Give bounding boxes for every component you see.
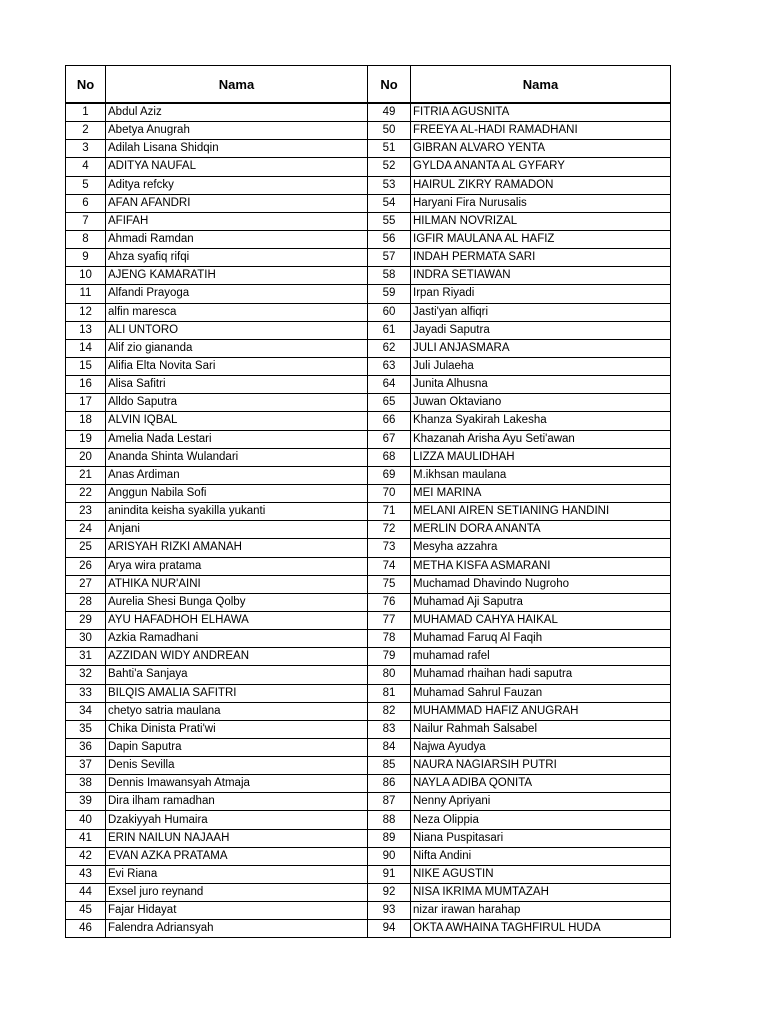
row-no-right: 53 [368,176,411,194]
row-nama-left: Ananda Shinta Wulandari [106,448,368,466]
row-nama-right: Mesyha azzahra [411,539,671,557]
row-no-left: 45 [66,902,106,920]
row-no-left: 40 [66,811,106,829]
table-row [66,339,671,357]
table-row [66,212,671,230]
table-row [66,158,671,176]
row-no-right: 88 [368,811,411,829]
row-nama-left: EVAN AZKA PRATAMA [106,847,368,865]
row-no-right: 67 [368,430,411,448]
row-no-right: 86 [368,775,411,793]
header-nama-left: Nama [106,66,368,103]
row-no-right: 79 [368,648,411,666]
table-row [66,575,671,593]
row-no-left: 33 [66,684,106,702]
row-nama-left: Amelia Nada Lestari [106,430,368,448]
row-no-left: 22 [66,484,106,502]
table-row [66,140,671,158]
row-no-left: 23 [66,503,106,521]
table-row [66,702,671,720]
row-nama-right: METHA KISFA ASMARANI [411,557,671,575]
row-nama-right: Niana Puspitasari [411,829,671,847]
row-nama-left: ALI UNTORO [106,321,368,339]
row-no-right: 76 [368,593,411,611]
table-row [66,466,671,484]
row-nama-right: Muchamad Dhavindo Nugroho [411,575,671,593]
header-no-right: No [368,66,411,103]
row-nama-right: GIBRAN ALVARO YENTA [411,140,671,158]
row-no-right: 75 [368,575,411,593]
row-nama-right: Nailur Rahmah Salsabel [411,720,671,738]
row-no-right: 74 [368,557,411,575]
table-row [66,249,671,267]
row-no-right: 57 [368,249,411,267]
row-nama-left: Anas Ardiman [106,466,368,484]
row-nama-right: Juwan Oktaviano [411,394,671,412]
table-row [66,357,671,375]
row-nama-right: INDAH PERMATA SARI [411,249,671,267]
row-nama-left: Aurelia Shesi Bunga Qolby [106,593,368,611]
table-row [66,865,671,883]
row-nama-left: AFAN AFANDRI [106,194,368,212]
row-nama-right: LIZZA MAULIDHAH [411,448,671,466]
row-no-right: 62 [368,339,411,357]
row-nama-right: M.ikhsan maulana [411,466,671,484]
row-nama-left: Falendra Adriansyah [106,920,368,938]
table-row [66,630,671,648]
row-no-left: 3 [66,140,106,158]
row-no-left: 31 [66,648,106,666]
table-row [66,829,671,847]
row-no-right: 90 [368,847,411,865]
row-nama-right: Irpan Riyadi [411,285,671,303]
row-no-left: 1 [66,104,106,122]
row-nama-right: Najwa Ayudya [411,738,671,756]
row-nama-left: ERIN NAILUN NAJAAH [106,829,368,847]
row-no-right: 93 [368,902,411,920]
row-nama-right: nizar irawan harahap [411,902,671,920]
row-nama-right: muhamad rafel [411,648,671,666]
row-nama-left: Dzakiyyah Humaira [106,811,368,829]
row-nama-right: NIKE AGUSTIN [411,865,671,883]
row-nama-left: Anjani [106,521,368,539]
row-nama-right: Muhamad Aji Saputra [411,593,671,611]
row-nama-left: Denis Sevilla [106,757,368,775]
table-row [66,738,671,756]
row-nama-right: FREEYA AL-HADI RAMADHANI [411,122,671,140]
row-nama-right: Haryani Fira Nurusalis [411,194,671,212]
row-nama-left: Arya wira pratama [106,557,368,575]
table-row [66,775,671,793]
row-nama-left: anindita keisha syakilla yukanti [106,503,368,521]
row-no-right: 83 [368,720,411,738]
row-no-left: 34 [66,702,106,720]
row-no-right: 92 [368,884,411,902]
row-no-right: 61 [368,321,411,339]
table-row [66,593,671,611]
row-nama-left: Fajar Hidayat [106,902,368,920]
table-row [66,757,671,775]
row-no-left: 37 [66,757,106,775]
table-row [66,267,671,285]
table-row [66,285,671,303]
table-row [66,684,671,702]
row-no-left: 35 [66,720,106,738]
row-nama-right: NISA IKRIMA MUMTAZAH [411,884,671,902]
table-row [66,430,671,448]
row-nama-right: Jasti'yan alfiqri [411,303,671,321]
row-no-right: 80 [368,666,411,684]
table-row [66,720,671,738]
row-nama-left: Alif zio giananda [106,339,368,357]
row-no-left: 30 [66,630,106,648]
table-row [66,484,671,502]
table-header-row [66,66,671,103]
table-row [66,611,671,629]
row-no-right: 64 [368,376,411,394]
row-no-left: 12 [66,303,106,321]
row-nama-left: Ahza syafiq rifqi [106,249,368,267]
row-no-right: 70 [368,484,411,502]
row-no-right: 60 [368,303,411,321]
row-no-left: 20 [66,448,106,466]
row-nama-left: ADITYA NAUFAL [106,158,368,176]
row-no-left: 10 [66,267,106,285]
row-nama-left: Evi Riana [106,865,368,883]
row-no-right: 85 [368,757,411,775]
row-nama-right: OKTA AWHAINA TAGHFIRUL HUDA [411,920,671,938]
table-row [66,811,671,829]
row-no-right: 82 [368,702,411,720]
row-nama-left: Alifia Elta Novita Sari [106,357,368,375]
table-body [66,103,671,938]
row-no-right: 55 [368,212,411,230]
table-row [66,104,671,122]
table-row [66,920,671,938]
row-no-right: 71 [368,503,411,521]
table-row [66,376,671,394]
table-row [66,394,671,412]
row-nama-right: Muhamad rhaihan hadi saputra [411,666,671,684]
row-no-left: 26 [66,557,106,575]
row-nama-left: Abdul Aziz [106,104,368,122]
row-no-left: 9 [66,249,106,267]
table-row [66,321,671,339]
student-roster-table [65,65,671,938]
row-nama-right: Jayadi Saputra [411,321,671,339]
row-nama-left: chetyo satria maulana [106,702,368,720]
row-no-right: 73 [368,539,411,557]
row-nama-right: Nifta Andini [411,847,671,865]
row-no-left: 7 [66,212,106,230]
row-nama-left: AFIFAH [106,212,368,230]
row-no-left: 19 [66,430,106,448]
row-nama-right: HAIRUL ZIKRY RAMADON [411,176,671,194]
row-no-left: 5 [66,176,106,194]
row-nama-right: MERLIN DORA ANANTA [411,521,671,539]
row-no-left: 32 [66,666,106,684]
header-nama-right: Nama [411,66,671,103]
row-nama-left: AYU HAFADHOH ELHAWA [106,611,368,629]
row-no-left: 4 [66,158,106,176]
row-nama-left: ALVIN IQBAL [106,412,368,430]
row-no-right: 94 [368,920,411,938]
row-no-right: 78 [368,630,411,648]
row-no-left: 27 [66,575,106,593]
row-nama-right: MUHAMAD CAHYA HAIKAL [411,611,671,629]
table-row [66,412,671,430]
table-row [66,847,671,865]
row-no-right: 56 [368,230,411,248]
row-nama-left: Alldo Saputra [106,394,368,412]
row-no-left: 8 [66,230,106,248]
table-row [66,176,671,194]
row-no-left: 29 [66,611,106,629]
header-no-left: No [66,66,106,103]
table-row [66,448,671,466]
table-row [66,122,671,140]
table-row [66,648,671,666]
row-no-left: 21 [66,466,106,484]
row-nama-right: Nenny Apriyani [411,793,671,811]
row-nama-left: BILQIS AMALIA SAFITRI [106,684,368,702]
row-nama-left: Aditya refcky [106,176,368,194]
row-nama-left: Dapin Saputra [106,738,368,756]
row-nama-right: INDRA SETIAWAN [411,267,671,285]
row-no-right: 77 [368,611,411,629]
row-nama-right: Muhamad Faruq Al Faqih [411,630,671,648]
row-nama-right: MEI MARINA [411,484,671,502]
row-no-left: 14 [66,339,106,357]
row-nama-right: NAURA NAGIARSIH PUTRI [411,757,671,775]
row-nama-left: Alfandi Prayoga [106,285,368,303]
row-nama-right: Khazanah Arisha Ayu Seti'awan [411,430,671,448]
row-nama-right: Khanza Syakirah Lakesha [411,412,671,430]
table-row [66,303,671,321]
row-nama-right: FITRIA AGUSNITA [411,104,671,122]
row-no-left: 41 [66,829,106,847]
row-no-left: 2 [66,122,106,140]
row-no-right: 72 [368,521,411,539]
table-row [66,884,671,902]
row-no-left: 36 [66,738,106,756]
row-no-right: 63 [368,357,411,375]
row-nama-left: Ahmadi Ramdan [106,230,368,248]
table-row [66,902,671,920]
row-no-right: 49 [368,104,411,122]
row-nama-left: Azkia Ramadhani [106,630,368,648]
row-nama-right: MELANI AIREN SETIANING HANDINI [411,503,671,521]
row-nama-left: alfin maresca [106,303,368,321]
row-nama-right: HILMAN NOVRIZAL [411,212,671,230]
row-nama-left: AZZIDAN WIDY ANDREAN [106,648,368,666]
row-no-left: 42 [66,847,106,865]
row-no-right: 50 [368,122,411,140]
row-nama-left: AJENG KAMARATIH [106,267,368,285]
row-no-left: 17 [66,394,106,412]
row-no-left: 46 [66,920,106,938]
row-no-right: 65 [368,394,411,412]
row-no-left: 43 [66,865,106,883]
table-row [66,521,671,539]
table-row [66,793,671,811]
row-no-left: 16 [66,376,106,394]
row-nama-left: Alisa Safitri [106,376,368,394]
row-no-left: 6 [66,194,106,212]
row-no-left: 13 [66,321,106,339]
row-no-right: 87 [368,793,411,811]
row-nama-left: Dira ilham ramadhan [106,793,368,811]
row-no-right: 66 [368,412,411,430]
row-nama-right: NAYLA ADIBA QONITA [411,775,671,793]
row-no-left: 25 [66,539,106,557]
row-no-right: 59 [368,285,411,303]
table-row [66,194,671,212]
table-row [66,666,671,684]
table-row [66,539,671,557]
row-nama-right: Juli Julaeha [411,357,671,375]
row-no-left: 28 [66,593,106,611]
row-no-left: 38 [66,775,106,793]
row-no-right: 84 [368,738,411,756]
row-nama-left: ATHIKA NUR'AINI [106,575,368,593]
row-no-right: 51 [368,140,411,158]
row-nama-right: Junita Alhusna [411,376,671,394]
row-nama-right: IGFIR MAULANA AL HAFIZ [411,230,671,248]
row-no-right: 58 [368,267,411,285]
row-no-right: 81 [368,684,411,702]
row-nama-right: Muhamad Sahrul Fauzan [411,684,671,702]
row-no-right: 69 [368,466,411,484]
row-no-left: 39 [66,793,106,811]
row-nama-left: Abetya Anugrah [106,122,368,140]
table-row [66,503,671,521]
row-no-left: 18 [66,412,106,430]
row-nama-right: MUHAMMAD HAFIZ ANUGRAH [411,702,671,720]
row-no-right: 68 [368,448,411,466]
row-no-right: 91 [368,865,411,883]
row-nama-right: Neza Olippia [411,811,671,829]
row-no-left: 44 [66,884,106,902]
row-nama-left: Bahti'a Sanjaya [106,666,368,684]
table-row [66,230,671,248]
row-nama-left: Dennis Imawansyah Atmaja [106,775,368,793]
row-nama-left: Adilah Lisana Shidqin [106,140,368,158]
row-no-left: 11 [66,285,106,303]
row-no-left: 24 [66,521,106,539]
row-nama-right: GYLDA ANANTA AL GYFARY [411,158,671,176]
row-nama-left: Anggun Nabila Sofi [106,484,368,502]
row-nama-right: JULI ANJASMARA [411,339,671,357]
row-nama-left: Exsel juro reynand [106,884,368,902]
row-nama-left: Chika Dinista Prati'wi [106,720,368,738]
row-no-right: 54 [368,194,411,212]
row-no-right: 52 [368,158,411,176]
row-no-right: 89 [368,829,411,847]
table-row [66,557,671,575]
row-no-left: 15 [66,357,106,375]
row-nama-left: ARISYAH RIZKI AMANAH [106,539,368,557]
